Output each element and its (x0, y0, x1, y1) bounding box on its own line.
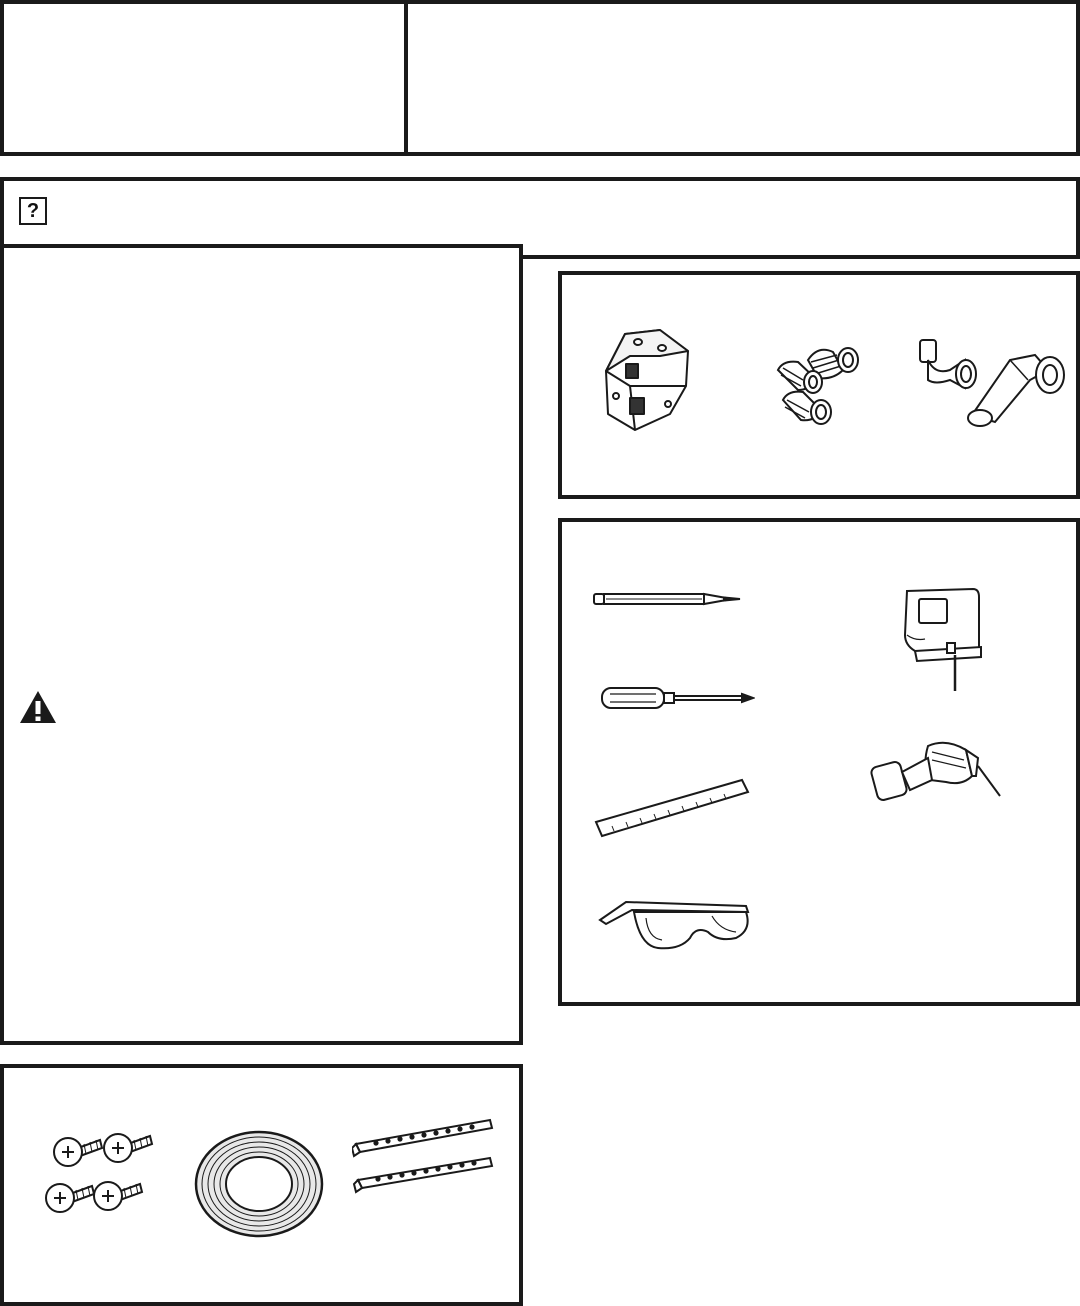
header-right-box (404, 0, 1080, 156)
jigsaw-icon (895, 585, 990, 695)
tape-roll-icon (192, 1128, 327, 1240)
screwdriver-icon (600, 684, 755, 712)
mounting-brackets-icon (352, 1114, 497, 1196)
conduit-connectors-icon (910, 330, 1070, 430)
warning-triangle-icon (19, 690, 57, 724)
safety-glasses-icon (596, 890, 756, 958)
ruler-icon (592, 774, 752, 840)
wire-nuts-icon (773, 340, 873, 430)
header-left-box (0, 0, 408, 156)
pencil-icon (592, 590, 744, 610)
info-panel (0, 244, 523, 1045)
junction-box-icon (600, 326, 695, 436)
question-mark-icon: ? (19, 197, 47, 225)
screws-icon (40, 1130, 160, 1222)
power-drill-icon (866, 736, 1006, 806)
